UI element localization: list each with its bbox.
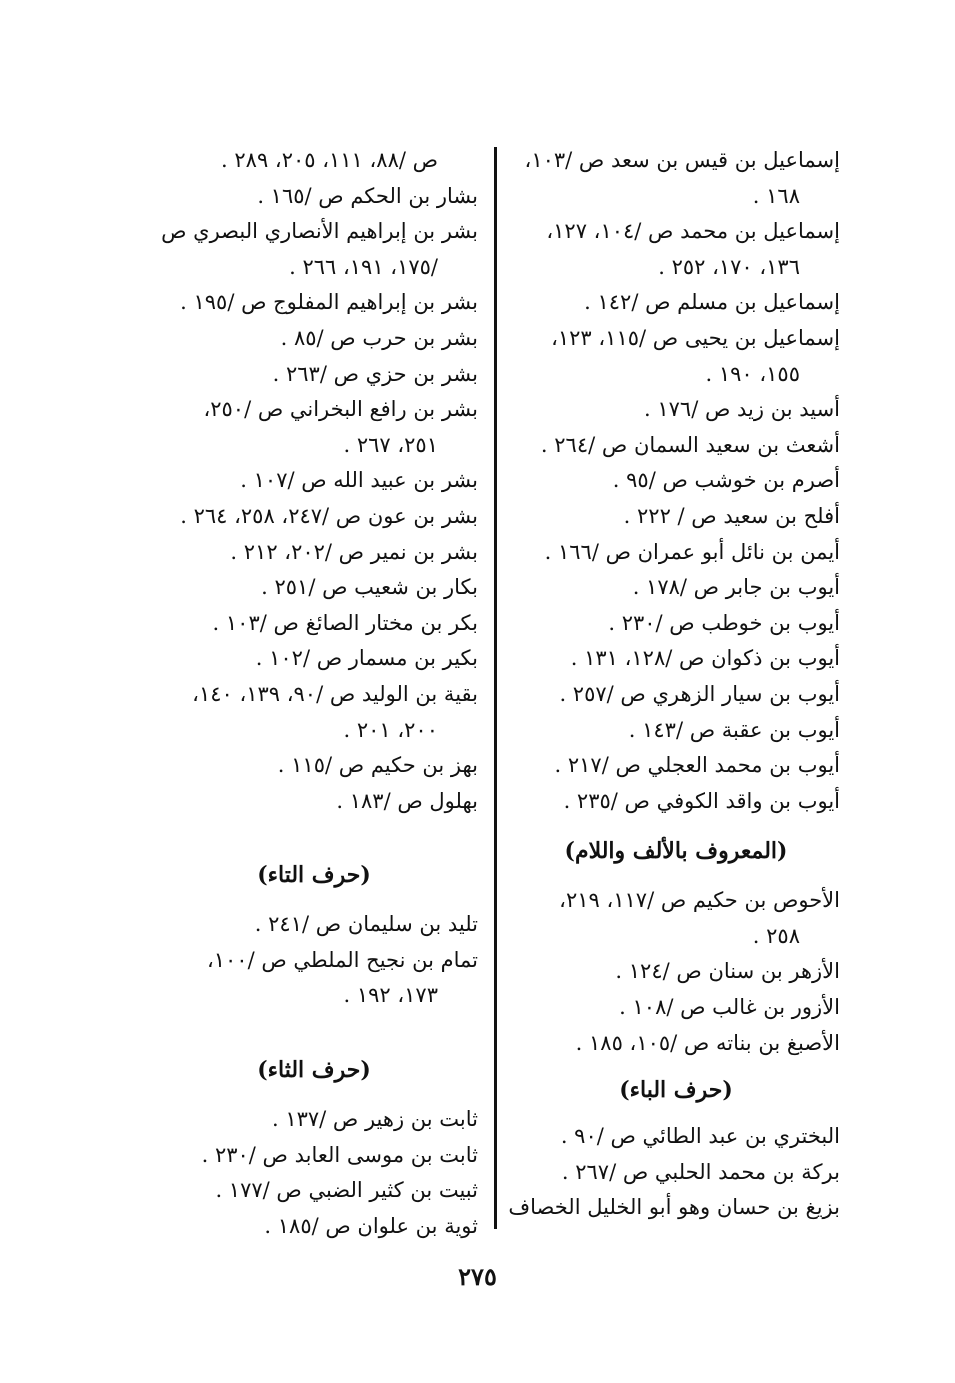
index-entry-line: بزيغ بن حسان وهو أبو الخليل الخصاف [508,1195,840,1220]
index-entry-line: بكار بن شعيب ص /٢٥١ . [261,575,478,600]
index-entry-line: ثوية بن علوان ص /١٨٥ . [264,1213,478,1238]
section-heading-ba: (حرف الباء) [619,1077,733,1104]
index-entry-line: بقية بن الوليد ص /٩٠، ١٣٩، ١٤٠، [192,681,478,706]
index-entry-line: بشر بن حرب ص /٨٥ . [280,325,478,350]
index-entry-line: البختري بن عبد الطائي ص /٩٠ . [560,1124,840,1149]
index-entry-line: إسماعيل بن مسلم ص /١٤٢ . [584,290,840,315]
index-entry-line: أيوب بن واقد الكوفي ص /٢٣٥ . [563,788,840,813]
index-entry-line: بشر بن إبراهيم الأنصاري البصري ص [161,219,478,244]
index-entry-line: الأحوص بن حكيم ص /١١٧، ٢١٩، [559,888,840,913]
section-heading-tha: (حرف الثاء) [257,1057,371,1084]
index-entry-line: إسماعيل بن يحيى ص /١١٥، ١٢٣، [551,325,840,350]
index-entry-line: ١٣٦، ١٧٠، ٢٥٢ . [658,254,800,279]
left-column [150,143,478,1244]
index-entry-line: أسيد بن زيد ص /١٧٦ . [644,397,840,422]
index-entry-line: ٢٠٠، ٢٠١ . [343,717,438,742]
index-entry-line: أيمن بن نائل أبو عمران ص /١٦٦ . [544,539,840,564]
index-entry-line: ثابت بن زهير ص /١٣٧ . [271,1107,478,1132]
index-entry-line: أيوب بن عقبة ص /١٤٣ . [628,717,840,742]
entries-group-tha [150,1102,478,1244]
index-entry-line: ١٥٥، ١٩٠ . [705,361,800,386]
entries-group-definite [512,883,840,1061]
index-entry-line: بركة بن محمد الحلبي ص /٢٦٧ . [561,1159,840,1184]
index-entry-line: بكير بن مسمار ص /١٠٢ . [255,646,478,671]
entries-group-ba [150,143,478,819]
index-entry-line: أشعث بن سعيد السمان ص /٢٦٤ . [540,432,840,457]
index-entry-line: ٢٥١، ٢٦٧ . [343,432,438,457]
index-entry-line: ٢٥٨ . [752,923,800,948]
index-entry-line: أصرم بن خوشب ص /٩٥ . [612,468,840,493]
section-heading-definite: (المعروف بالألف واللام) [564,838,788,865]
index-entry-line: تمام بن نجيح الملطي ص /١٠٠، [206,947,478,972]
index-entry-line: أيوب بن ذكوان ص /١٢٨، ١٣١ . [570,646,840,671]
index-entry-line: بهز بن حكيم ص /١١٥ . [277,753,478,778]
entries-group-ta [150,907,478,1014]
index-entry-line: أيوب بن خوطب ص /٢٣٠ . [608,610,840,635]
index-entry-line: أيوب بن محمد العجلي ص /٢١٧ . [554,753,840,778]
index-entry-line: ١٦٨ . [752,183,800,208]
index-entry-line: ص /٨٨، ١١١، ٢٠٥، ٢٨٩ . [221,148,438,172]
column-divider [494,147,497,1229]
index-entry-line: /١٧٥، ١٩١، ٢٦٦ . [289,254,438,279]
index-entry-line: بشر بن رافع البخراني ص /٢٥٠، [203,397,478,422]
index-entry-line: بشر بن عبيد الله ص /١٠٧ . [240,468,478,493]
right-column [508,143,840,1226]
index-entry-line: بشار بن الحكم ص /١٦٥ . [257,183,478,208]
entries-group-ba-start [508,1119,840,1226]
index-entry-line: أيوب بن جابر ص /١٧٨ . [632,575,840,600]
index-entry-line: بهلول ص /١٨٣ . [336,788,478,813]
section-spacer [150,819,478,843]
index-entry-line: ثبيت بن كثير الضبي ص /١٧٧ . [215,1178,478,1203]
section-spacer [150,1014,478,1038]
index-entry-line: إسماعيل بن قيس بن سعد ص /١٠٣، [524,148,840,172]
entries-group-alif [512,143,840,819]
index-entry-line: بشر بن حزي ص /٢٦٣ . [272,361,478,386]
index-entry-line: بشر بن إبراهيم المفلوج ص /١٩٥ . [180,290,478,315]
section-heading-ta: (حرف التاء) [257,862,371,889]
index-entry-line: إسماعيل بن محمد ص /١٠٤، ١٢٧، [546,219,840,244]
index-entry-line: بشر بن عون ص /٢٤٧، ٢٥٨، ٢٦٤ . [180,503,478,528]
index-entry-line: الأصبغ بن بناته ص /١٠٥، ١٨٥ . [575,1030,840,1055]
page-number: ٢٧٥ [458,1262,497,1291]
index-entry-line: ١٧٣، ١٩٢ . [343,983,438,1008]
index-entry-line: الأزهر بن سنان ص /١٢٤ . [615,959,840,984]
index-entry-line: بكر بن مختار الصائغ ص /١٠٣ . [212,610,478,635]
index-entry-line: بشر بن نمير ص /٢٠٢، ٢١٢ . [230,539,478,564]
index-entry-line: أفلح بن سعيد ص / ٢٢٢ . [623,503,840,528]
index-entry-line: الأزور بن غالب ص /١٠٨ . [619,995,840,1020]
index-entry-line: تليد بن سليمان ص /٢٤١ . [254,912,478,937]
index-entry-line: أيوب بن سيار الزهري ص /٢٥٧ . [559,681,840,706]
index-entry-line: ثابت بن موسى العابد ص /٢٣٠ . [201,1142,478,1167]
